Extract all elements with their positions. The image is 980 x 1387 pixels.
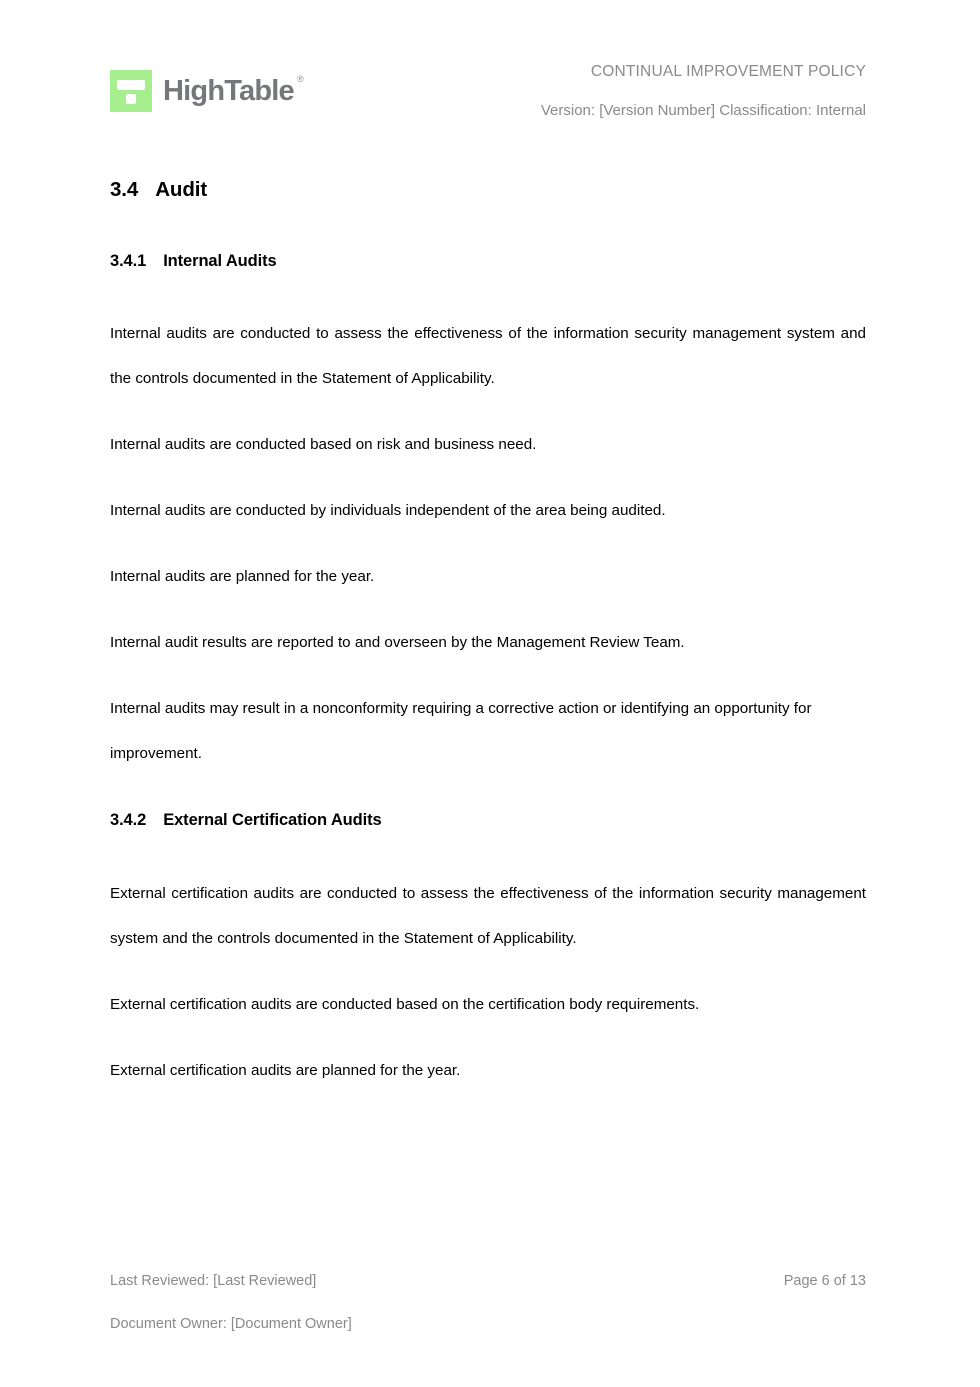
page-footer bbox=[110, 1272, 866, 1334]
page-number: Page 6 of 13 bbox=[783, 1273, 866, 1289]
paragraph: Internal audits may result in a nonconformity requiring a corrective action or identifying an opportunity for improvement. bbox=[110, 700, 812, 763]
document-content bbox=[110, 178, 866, 1093]
footer-top-row bbox=[110, 1272, 866, 1291]
document-version-classification: Version: [Version Number] Classification: Internal bbox=[540, 101, 866, 119]
section-heading-3-4 bbox=[110, 178, 866, 203]
paragraph: Internal audits are conducted to assess the effectiveness of the information security management system and the controls documented in the Statement of Applicability. bbox=[110, 325, 866, 388]
subsection-title: Internal Audits bbox=[163, 251, 277, 270]
paragraph: Internal audits are conducted by individuals independent of the area being audited. bbox=[110, 502, 666, 520]
paragraph: Internal audit results are reported to and overseen by the Management Review Team. bbox=[110, 634, 685, 652]
document-title: CONTINUAL IMPROVEMENT POLICY bbox=[590, 63, 866, 80]
subsection-number: 3.4.2 bbox=[110, 811, 147, 830]
document-owner-text: Document Owner: [Document Owner] bbox=[110, 1315, 352, 1332]
subsection-number: 3.4.1 bbox=[110, 251, 147, 270]
paragraph: Internal audits are planned for the year. bbox=[110, 568, 375, 586]
subsection-heading-3-4-2 bbox=[110, 811, 866, 831]
brand-wordmark bbox=[163, 73, 303, 107]
page-header bbox=[110, 60, 866, 140]
hightable-logo-icon bbox=[110, 70, 152, 112]
last-reviewed-text: Last Reviewed: [Last Reviewed] bbox=[110, 1273, 317, 1289]
registered-trademark-icon: ® bbox=[296, 73, 303, 84]
section-number: 3.4 bbox=[110, 178, 139, 201]
paragraph: External certification audits are conducted to assess the effectiveness of the information security management system and the controls documented in the Statement of Applicability. bbox=[110, 885, 866, 948]
logo-bar-shape bbox=[117, 80, 145, 90]
paragraph: External certification audits are conducted based on the certification body requirements. bbox=[110, 996, 700, 1014]
logo-stem-shape bbox=[126, 94, 136, 104]
brand-wordmark-text: HighTable bbox=[163, 74, 294, 107]
paragraph: Internal audits are conducted based on risk and business need. bbox=[110, 436, 537, 454]
header-meta bbox=[541, 60, 866, 121]
paragraph: External certification audits are planned for the year. bbox=[110, 1062, 461, 1080]
subsection-title: External Certification Audits bbox=[163, 811, 382, 830]
section-title: Audit bbox=[155, 178, 208, 201]
hightable-logo bbox=[110, 70, 303, 112]
subsection-heading-3-4-1 bbox=[110, 252, 866, 272]
